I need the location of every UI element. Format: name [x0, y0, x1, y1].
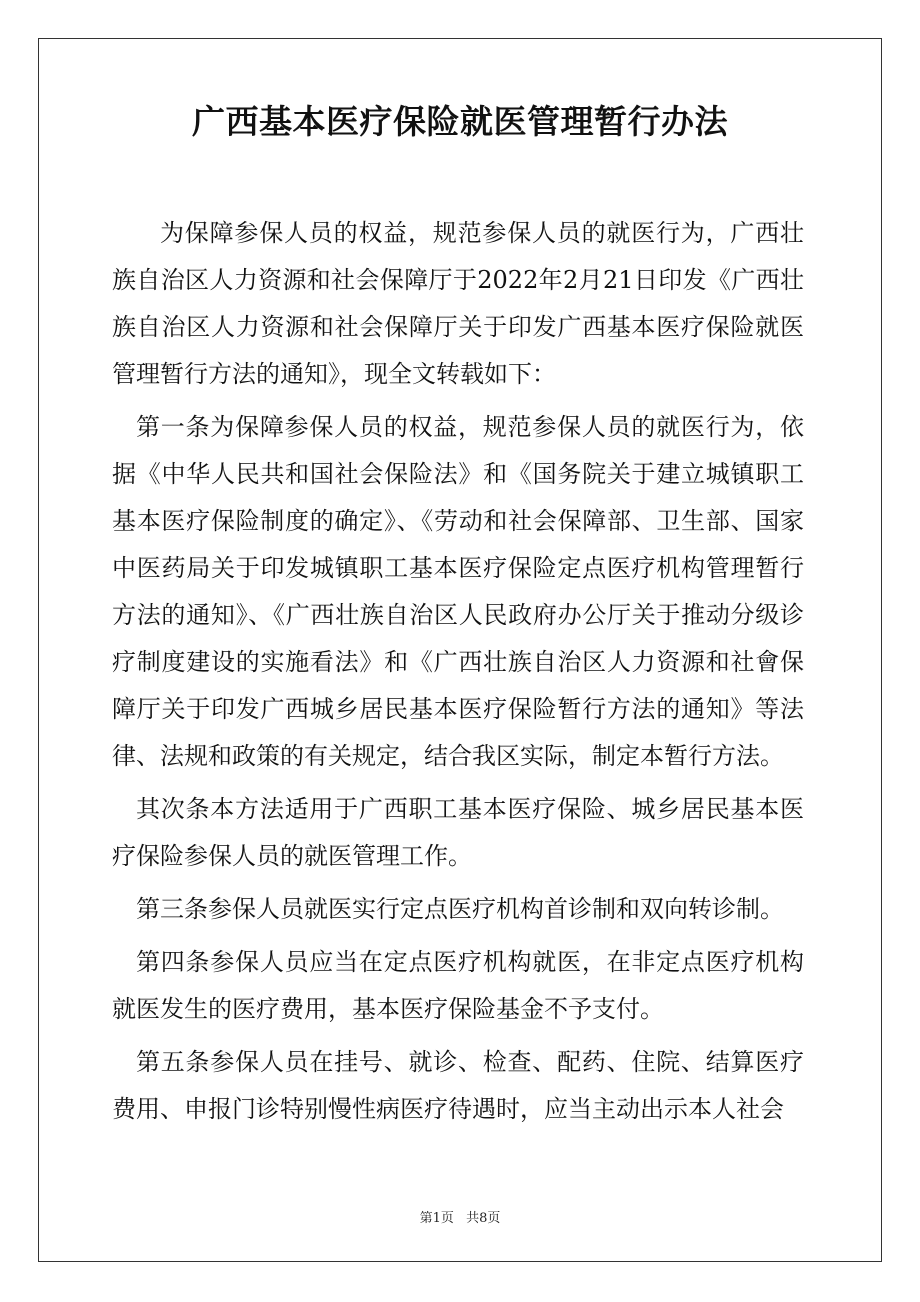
document-body: [112, 210, 804, 1139]
article-4-paragraph: 第四条参保人员应当在定点医疗机构就医，在非定点医疗机构就医发生的医疗费用，基本医疗保险基金不予支付。: [112, 948, 804, 1023]
page-footer: [0, 1207, 920, 1226]
intro-paragraph: 为保障参保人员的权益，规范参保人员的就医行为，广西壮族自治区人力资源和社会保障厅于2022年2月21日印发《广西壮族自治区人力资源和社会保障厅关于印发广西基本医疗保险就医管理暂行方法的通知》，现全文转载如下：: [112, 219, 804, 388]
article-3-paragraph: 第三条参保人员就医实行定点医疗机构首诊制和双向转诊制。: [136, 895, 784, 923]
page-number: 第1页: [419, 1211, 454, 1226]
total-pages: 共8页: [466, 1211, 501, 1226]
article-1-paragraph: 第一条为保障参保人员的权益，规范参保人员的就医行为，依据《中华人民共和国社会保险法》和《国务院关于建立城镇职工基本医疗保险制度的确定》、《劳动和社会保障部、卫生部、国家中医药局关于印发城镇职工基本医疗保险定点医疗机构管理暂行方法的通知》、《广西壮族自治区人民政府办公厅关于推动分级诊疗制度建设的实施看法》和《广西壮族自治区人力资源和社會保障厅关于印发广西城乡居民基本医疗保险暂行方法的通知》等法律、法规和政策的有关规定，结合我区实际，制定本暂行方法。: [112, 413, 804, 770]
document-title: 广西基本医疗保险就医管理暂行办法: [192, 102, 728, 141]
article-2-paragraph: 其次条本方法适用于广西职工基本医疗保险、城乡居民基本医疗保险参保人员的就医管理工作。: [112, 795, 804, 870]
article-5-paragraph: 第五条参保人员在挂号、就诊、检查、配药、住院、结算医疗费用、申报门诊特别慢性病医疗待遇时，应当主动出示本人社会: [112, 1048, 804, 1123]
